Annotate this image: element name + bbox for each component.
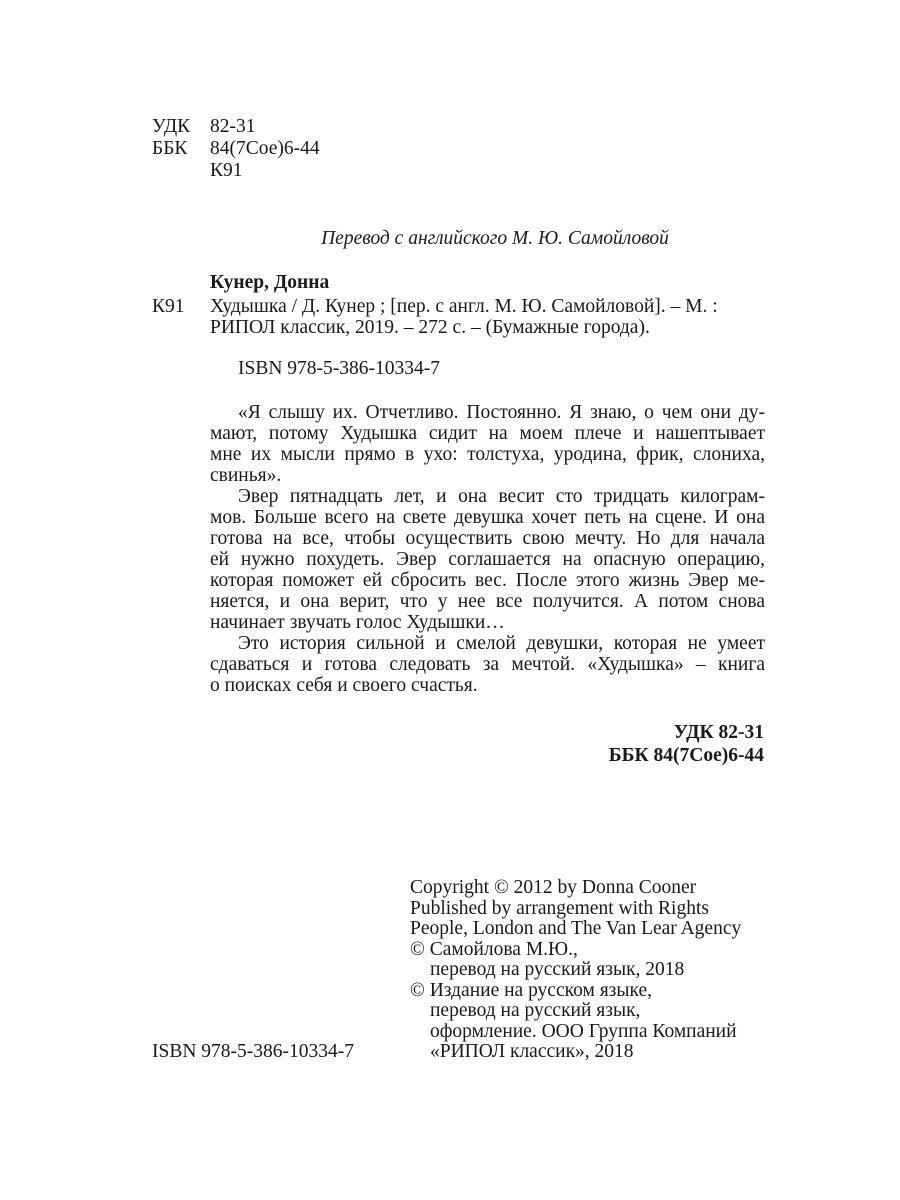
annotation-line: мне их мысли прямо в ухо: толстуха, уродина, фрик, слониха, [210, 444, 765, 465]
annotation-line: свинья». [210, 465, 282, 486]
author-heading: Кунер, Донна [210, 272, 330, 293]
isbn-bottom: ISBN 978-5-386-10334-7 [152, 1041, 355, 1062]
classification-block [152, 116, 320, 182]
bibliographic-description [210, 296, 765, 338]
bib-line: РИПОЛ классик, 2019. – 272 с. – (Бумажные города). [210, 317, 650, 338]
annotation-line: готова на все, чтобы осуществить свою мечту. Но для начала [210, 528, 765, 549]
copyright-line: оформление. ООО Группа Компаний [430, 1020, 737, 1042]
copyright-line: перевод на русский язык, 2018 [430, 959, 685, 980]
udk-value: 82-31 [210, 116, 256, 137]
bbk-bold: ББК 84(7Сое)6-44 [608, 745, 764, 766]
bibliographic-code: К91 [152, 296, 185, 317]
copyright-block [410, 877, 741, 1062]
copyright-line: Published by arrangement with Rights [410, 897, 709, 919]
udk-row [152, 116, 320, 138]
copyright-line: People, London and The Van Lear Agency [410, 918, 742, 939]
bbk-row [152, 138, 320, 160]
copyright-line: Copyright © 2012 by Donna Cooner [410, 877, 697, 898]
annotation-line: няется, и она верит, что у нее все получится. А потом снова [210, 591, 765, 612]
copyright-line: перевод на русский язык, [430, 1000, 641, 1021]
bbk-label: ББК [152, 138, 188, 159]
copyright-line: © Самойлова М.Ю., [410, 938, 578, 960]
annotation-line: сдаваться и готова следовать за мечтой. «Худышка» – книга [210, 654, 765, 675]
annotation-line: «Я слышу их. Отчетливо. Постоянно. Я знаю, о чем они ду- [238, 402, 765, 423]
bbk-value: 84(7Сое)6-44 [210, 138, 320, 159]
classification-summary [609, 722, 764, 768]
annotation-line: о поисках себя и своего счастья. [210, 675, 478, 696]
isbn: ISBN 978-5-386-10334-7 [238, 358, 441, 379]
annotation-line: Это история сильной и смелой девушки, которая не умеет [238, 633, 765, 654]
author-sign-row [152, 160, 320, 182]
annotation [210, 402, 765, 696]
annotation-line: мов. Больше всего на свете девушка хочет петь на сцене. И она [210, 507, 765, 528]
translator-note: Перевод с английского М. Ю. Самойловой [321, 228, 669, 249]
annotation-line: начинает звучать голос Худышки… [210, 612, 505, 633]
author-sign: К91 [210, 160, 243, 181]
annotation-line: которая поможет ей сбросить вес. После этого жизнь Эвер ме- [210, 570, 765, 591]
copyright-line: «РИПОЛ классик», 2018 [430, 1041, 634, 1062]
udk-bold: УДК 82-31 [673, 722, 764, 743]
annotation-line: Эвер пятнадцать лет, и она весит сто тридцать килограм- [238, 486, 765, 507]
bib-line: Худышка / Д. Кунер ; [пер. с англ. М. Ю. Самойловой]. – М. : [210, 296, 718, 317]
copyright-line: © Издание на русском языке, [410, 979, 652, 1001]
annotation-line: мают, потому Худышка сидит на моем плече и нашептывает [210, 423, 765, 444]
udk-label: УДК [152, 116, 191, 137]
annotation-line: ей нужно похудеть. Эвер соглашается на опасную операцию, [210, 549, 765, 570]
